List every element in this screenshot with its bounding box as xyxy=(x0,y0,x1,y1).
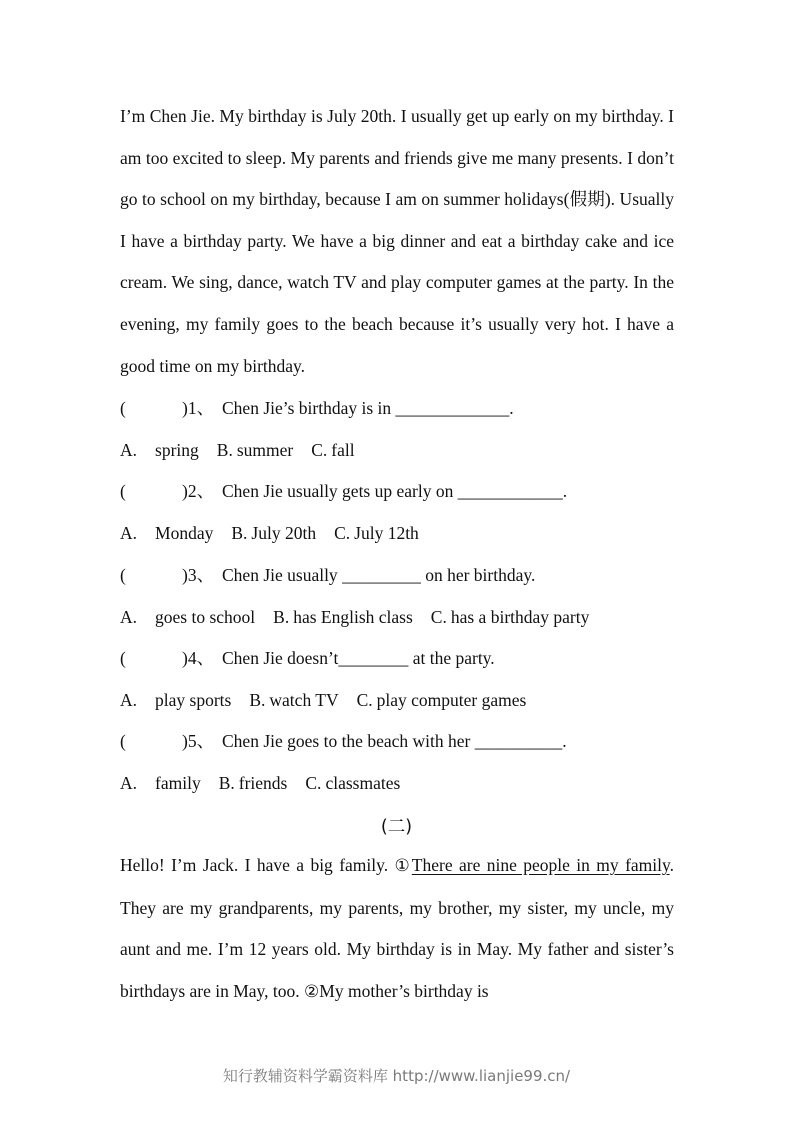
question-end: . xyxy=(562,731,567,751)
question-3 xyxy=(120,560,535,590)
answer-blank: ________ xyxy=(338,648,409,668)
question-stem: Chen Jie goes to the beach with her xyxy=(222,731,475,751)
answer-bracket-open: ( xyxy=(120,481,126,501)
option-c: C. play computer games xyxy=(356,690,527,710)
question-number: )4、 xyxy=(182,648,215,668)
circled-number-1: ① xyxy=(394,856,412,876)
circled-number-2: ② xyxy=(304,981,320,1002)
answer-bracket-open: ( xyxy=(120,648,126,668)
answer-blank: _____________ xyxy=(395,398,510,418)
options-5 xyxy=(120,768,418,798)
question-stem: Chen Jie usually xyxy=(222,565,343,585)
footer-watermark: 知行教辅资料学霸资料库 http://www.lianjie99.cn/ xyxy=(222,1067,571,1085)
option-c: C. has a birthday party xyxy=(430,607,590,627)
underlined-sentence-1: There are nine people in my family xyxy=(411,855,670,875)
question-4 xyxy=(120,643,495,673)
passage2-intro: Hello! I’m Jack. I have a big family. xyxy=(120,855,395,875)
answer-blank: _________ xyxy=(342,565,421,585)
options-1 xyxy=(120,435,373,465)
question-stem: Chen Jie doesn’t xyxy=(222,648,339,668)
options-4 xyxy=(120,685,544,715)
question-5 xyxy=(120,726,567,756)
option-a: A. goes to school xyxy=(120,607,256,627)
reading-passage-1: I’m Chen Jie. My birthday is July 20th. I usually get up early on my birthday. I am too excited to sleep. My parents and friends give me many presents. I don’t go to school on my birthday, because I am on summer holidays(假期). Usually I have a birthday party. We have a big dinner and eat a birthday cake and ice cream. We sing, dance, watch TV and play computer games at the party. In the evening, my family goes to the beach because it’s usually very hot. I have a good time on my birthday. xyxy=(120,106,674,376)
option-a: A. family xyxy=(120,773,201,793)
answer-blank: ____________ xyxy=(457,481,563,501)
question-end: . xyxy=(562,481,568,501)
option-c: C. fall xyxy=(311,440,355,460)
option-b: B. July 20th xyxy=(231,523,317,543)
passage2-middle: . They are my grandparents, my parents, my brother, my sister, my uncle, my aunt and me. I’m 12 years old. My birthday is in May. My father and sister’s birthdays are in May, too. xyxy=(120,855,674,1001)
question-number: )2、 xyxy=(182,481,215,501)
question-stem: Chen Jie usually gets up early on xyxy=(222,481,458,501)
option-b: B. watch TV xyxy=(249,690,339,710)
question-stem: Chen Jie’s birthday is in xyxy=(222,398,396,418)
option-a: A. Monday xyxy=(120,523,214,543)
question-end: at the party. xyxy=(408,648,495,668)
question-end: . xyxy=(509,398,514,418)
question-number: )3、 xyxy=(182,565,215,585)
options-2 xyxy=(120,518,437,548)
options-3 xyxy=(120,602,607,632)
reading-passage-2 xyxy=(120,845,674,1013)
option-b: B. friends xyxy=(218,773,288,793)
answer-bracket-open: ( xyxy=(120,731,126,751)
question-end: on her birthday. xyxy=(420,565,536,585)
question-number: )5、 xyxy=(182,731,215,751)
option-a: A. spring xyxy=(120,440,199,460)
question-2 xyxy=(120,476,567,506)
option-b: B. summer xyxy=(216,440,294,460)
option-a: A. play sports xyxy=(120,690,232,710)
section-title: (二) xyxy=(380,817,413,837)
question-1 xyxy=(120,393,514,423)
question-number: )1、 xyxy=(182,398,215,418)
answer-blank: __________ xyxy=(474,731,563,751)
passage2-tail: My mother’s birthday is xyxy=(319,980,489,1001)
option-c: C. classmates xyxy=(305,773,401,793)
option-c: C. July 12th xyxy=(334,523,419,543)
answer-bracket-open: ( xyxy=(120,565,126,585)
answer-bracket-open: ( xyxy=(120,398,126,418)
option-b: B. has English class xyxy=(273,607,413,627)
